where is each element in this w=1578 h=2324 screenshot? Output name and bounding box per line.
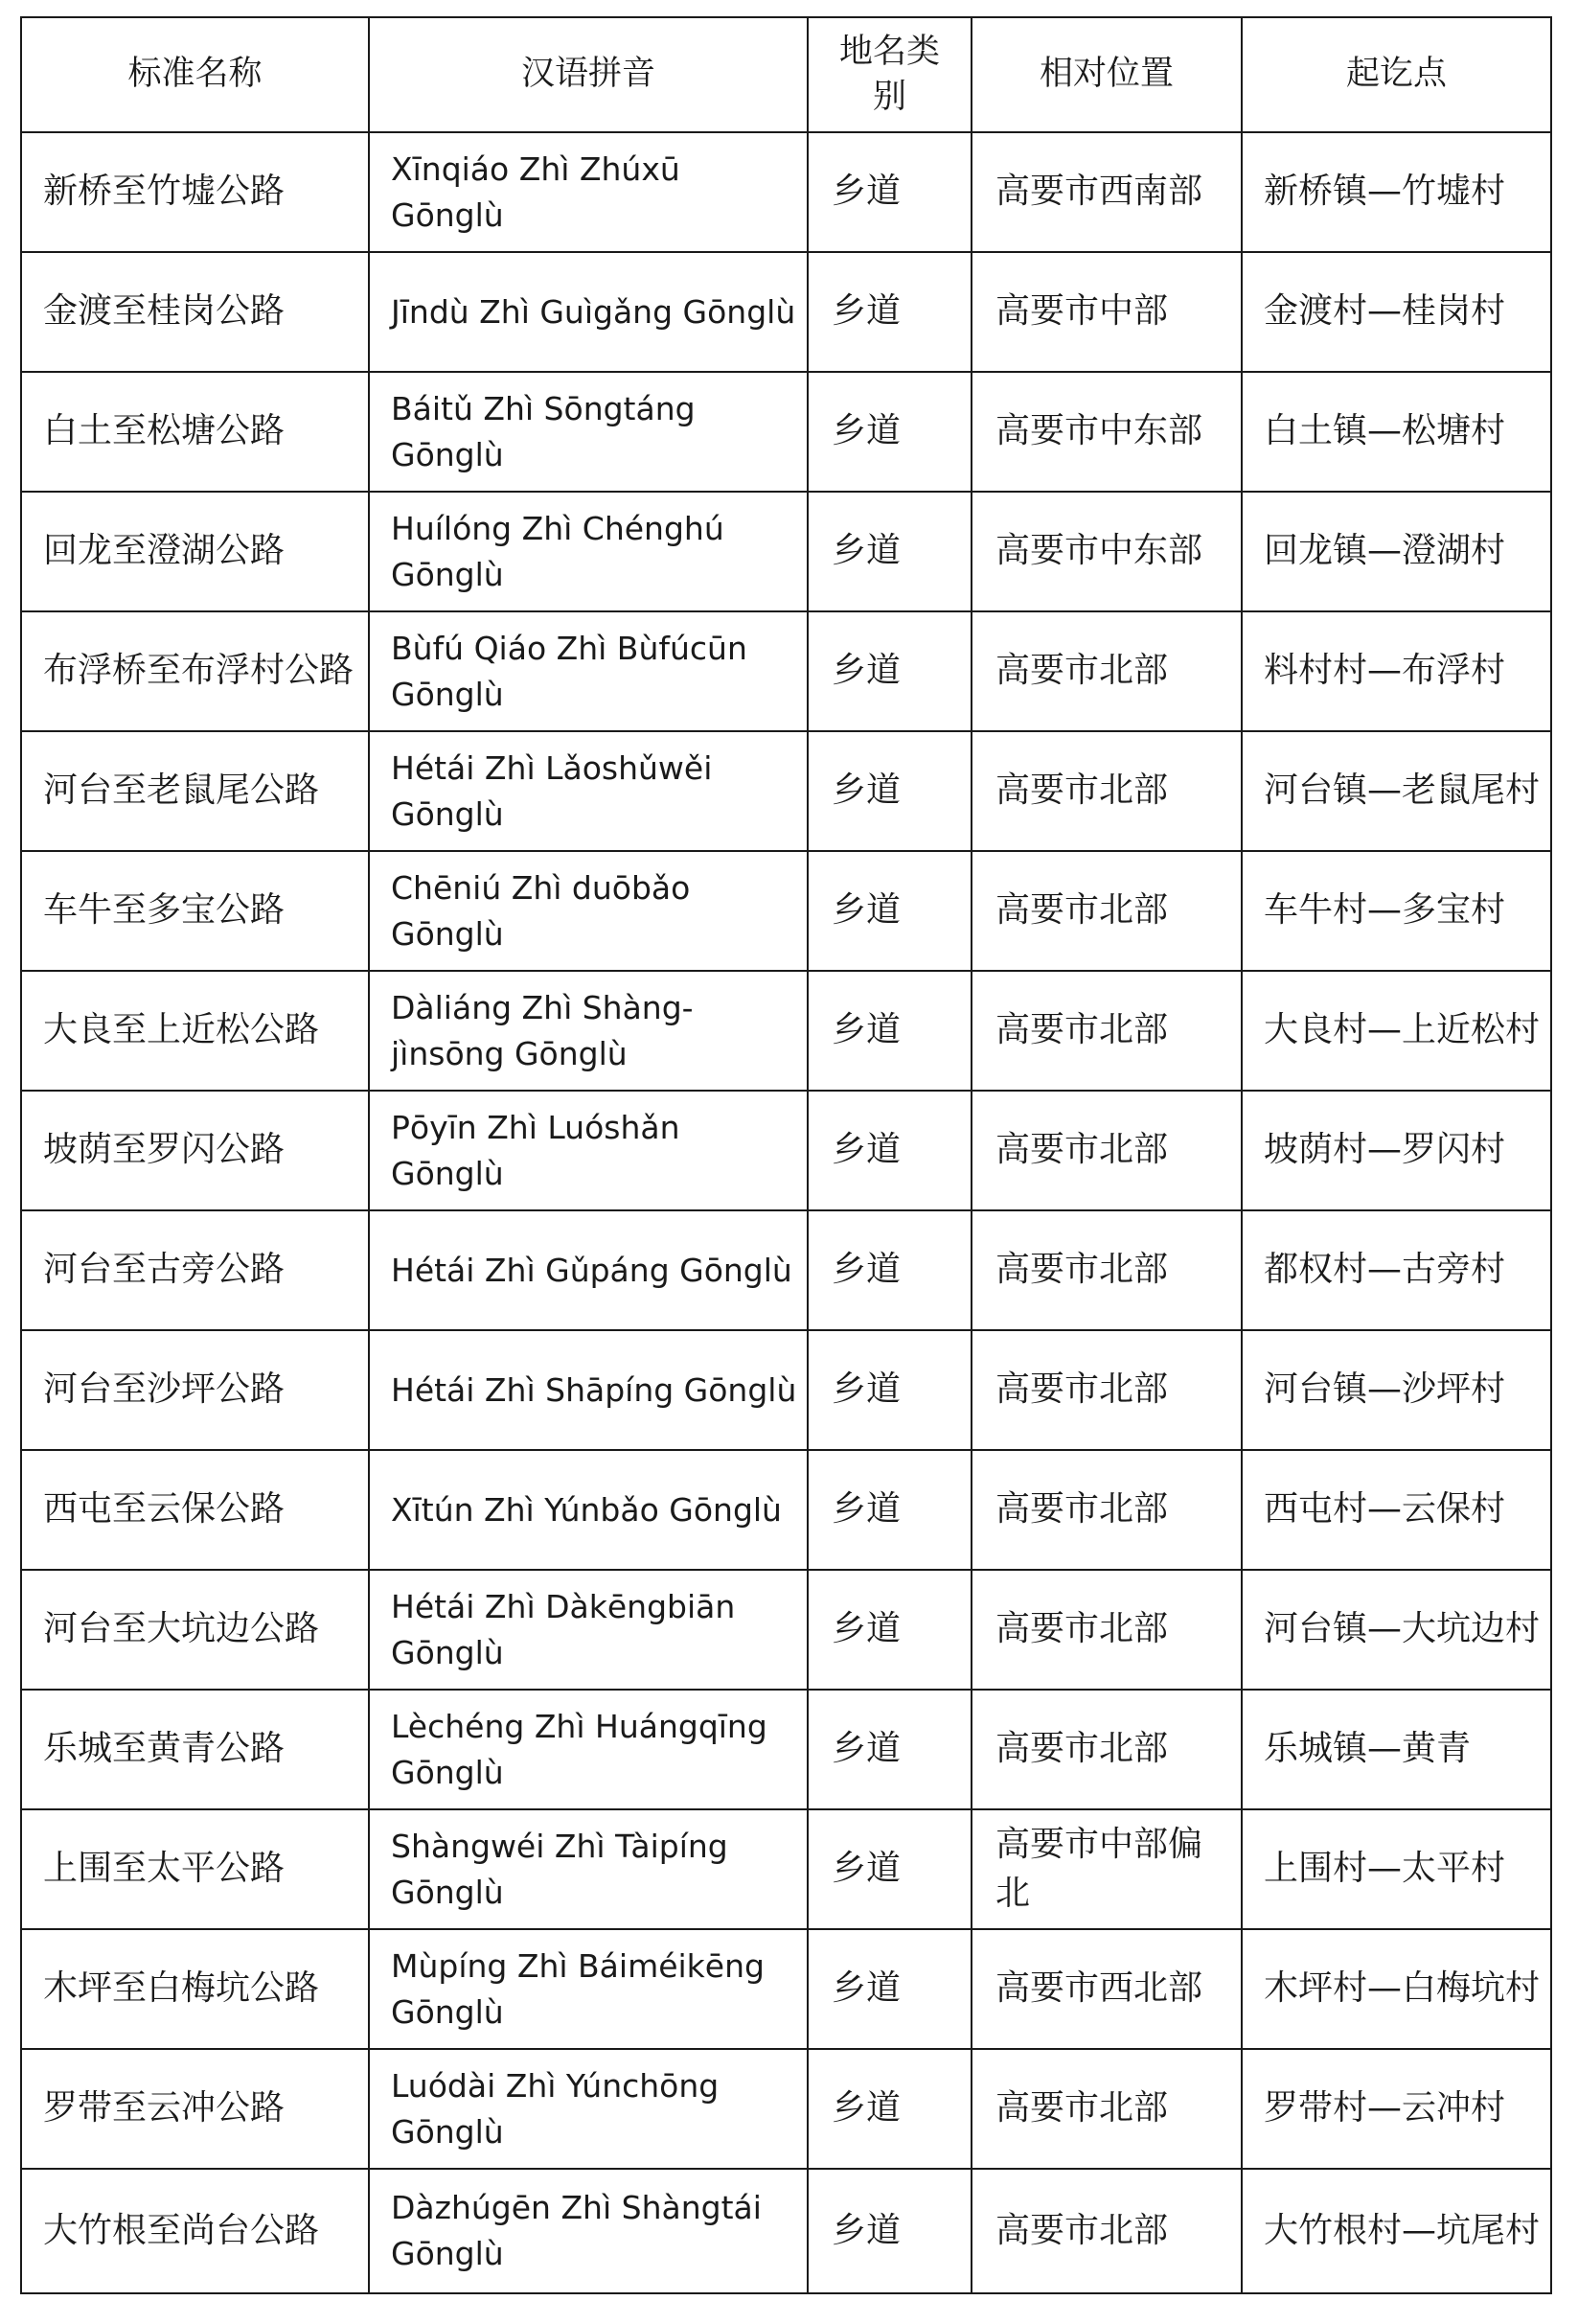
cell-relative-position: 高要市北部	[972, 1450, 1242, 1570]
cell-place-type: 乡道	[808, 2049, 972, 2169]
header-place-type-text: 地名类别	[838, 32, 940, 116]
cell-relative-position: 高要市北部	[972, 611, 1242, 731]
cell-pinyin: Lèchéng Zhì Huángqīng Gōnglù	[369, 1690, 808, 1809]
cell-place-type: 乡道	[808, 1330, 972, 1450]
cell-start-end: 都权村—古旁村	[1242, 1210, 1551, 1330]
cell-pinyin: Mùpíng Zhì Báiméikēng Gōnglù	[369, 1929, 808, 2049]
cell-place-type: 乡道	[808, 1809, 972, 1929]
table-row	[21, 2169, 1551, 2293]
cell-pinyin: Jīndù Zhì Guìgǎng Gōnglù	[369, 252, 808, 372]
cell-place-type: 乡道	[808, 372, 972, 492]
cell-start-end: 车牛村—多宝村	[1242, 851, 1551, 971]
cell-standard-name: 布浮桥至布浮村公路	[21, 611, 369, 731]
cell-relative-position: 高要市中部	[972, 252, 1242, 372]
cell-place-type: 乡道	[808, 132, 972, 252]
table-row	[21, 372, 1551, 492]
cell-standard-name: 罗带至云冲公路	[21, 2049, 369, 2169]
cell-place-type: 乡道	[808, 851, 972, 971]
cell-standard-name: 乐城至黄青公路	[21, 1690, 369, 1809]
cell-standard-name: 木坪至白梅坑公路	[21, 1929, 369, 2049]
gazetteer-table	[20, 16, 1552, 2294]
cell-standard-name: 车牛至多宝公路	[21, 851, 369, 971]
cell-standard-name: 大良至上近松公路	[21, 971, 369, 1091]
cell-pinyin: Báitǔ Zhì Sōngtáng Gōnglù	[369, 372, 808, 492]
header-start-end: 起讫点	[1242, 17, 1551, 132]
cell-place-type: 乡道	[808, 2169, 972, 2293]
cell-relative-position: 高要市北部	[972, 2049, 1242, 2169]
cell-place-type: 乡道	[808, 252, 972, 372]
cell-pinyin: Hétái Zhì Gǔpáng Gōnglù	[369, 1210, 808, 1330]
cell-place-type: 乡道	[808, 971, 972, 1091]
table-row	[21, 132, 1551, 252]
cell-place-type: 乡道	[808, 1570, 972, 1690]
cell-start-end: 河台镇—大坑边村	[1242, 1570, 1551, 1690]
cell-place-type: 乡道	[808, 1210, 972, 1330]
header-relative-position: 相对位置	[972, 17, 1242, 132]
cell-start-end: 河台镇—沙坪村	[1242, 1330, 1551, 1450]
cell-relative-position: 高要市北部	[972, 851, 1242, 971]
cell-pinyin: Dàliáng Zhì Shàng-jìnsōng Gōnglù	[369, 971, 808, 1091]
cell-start-end: 乐城镇—黄青	[1242, 1690, 1551, 1809]
cell-place-type: 乡道	[808, 492, 972, 611]
cell-relative-position: 高要市北部	[972, 971, 1242, 1091]
table-row	[21, 252, 1551, 372]
cell-start-end: 白土镇—松塘村	[1242, 372, 1551, 492]
table-row	[21, 1929, 1551, 2049]
header-place-type	[808, 17, 972, 132]
cell-start-end: 罗带村—云冲村	[1242, 2049, 1551, 2169]
header-standard-name: 标准名称	[21, 17, 369, 132]
cell-relative-position: 高要市北部	[972, 1330, 1242, 1450]
cell-place-type: 乡道	[808, 611, 972, 731]
cell-start-end: 木坪村—白梅坑村	[1242, 1929, 1551, 2049]
cell-pinyin: Hétái Zhì Lǎoshǔwěi Gōnglù	[369, 731, 808, 851]
table-row	[21, 2049, 1551, 2169]
cell-start-end: 金渡村—桂岗村	[1242, 252, 1551, 372]
cell-pinyin: Chēniú Zhì duōbǎo Gōnglù	[369, 851, 808, 971]
cell-start-end: 大良村—上近松村	[1242, 971, 1551, 1091]
cell-standard-name: 金渡至桂岗公路	[21, 252, 369, 372]
cell-standard-name: 河台至老鼠尾公路	[21, 731, 369, 851]
cell-relative-position: 高要市西北部	[972, 1929, 1242, 2049]
table-row	[21, 1690, 1551, 1809]
cell-pinyin: Xītún Zhì Yúnbǎo Gōnglù	[369, 1450, 808, 1570]
cell-relative-position: 高要市北部	[972, 1210, 1242, 1330]
cell-start-end: 河台镇—老鼠尾村	[1242, 731, 1551, 851]
cell-standard-name: 新桥至竹墟公路	[21, 132, 369, 252]
table-row	[21, 611, 1551, 731]
header-row	[21, 17, 1551, 132]
table-row	[21, 731, 1551, 851]
table-row	[21, 1450, 1551, 1570]
table-row	[21, 492, 1551, 611]
cell-place-type: 乡道	[808, 731, 972, 851]
table-header	[21, 17, 1551, 132]
cell-pinyin: Luódài Zhì Yúnchōng Gōnglù	[369, 2049, 808, 2169]
cell-relative-position: 高要市北部	[972, 1690, 1242, 1809]
table-body	[21, 132, 1551, 2293]
table-row	[21, 971, 1551, 1091]
cell-place-type: 乡道	[808, 1929, 972, 2049]
cell-pinyin: Hétái Zhì Dàkēngbiān Gōnglù	[369, 1570, 808, 1690]
cell-start-end: 西屯村—云保村	[1242, 1450, 1551, 1570]
table-row	[21, 1330, 1551, 1450]
cell-standard-name: 西屯至云保公路	[21, 1450, 369, 1570]
cell-standard-name: 白土至松塘公路	[21, 372, 369, 492]
cell-pinyin: Shàngwéi Zhì Tàipíng Gōnglù	[369, 1809, 808, 1929]
cell-place-type: 乡道	[808, 1091, 972, 1210]
cell-start-end: 上围村—太平村	[1242, 1809, 1551, 1929]
cell-pinyin: Pōyīn Zhì Luóshǎn Gōnglù	[369, 1091, 808, 1210]
cell-standard-name: 河台至大坑边公路	[21, 1570, 369, 1690]
cell-start-end: 回龙镇—澄湖村	[1242, 492, 1551, 611]
cell-pinyin: Hétái Zhì Shāpíng Gōnglù	[369, 1330, 808, 1450]
cell-standard-name: 河台至沙坪公路	[21, 1330, 369, 1450]
cell-start-end: 料村村—布浮村	[1242, 611, 1551, 731]
cell-place-type: 乡道	[808, 1690, 972, 1809]
cell-relative-position: 高要市中东部	[972, 372, 1242, 492]
cell-start-end: 大竹根村—坑尾村	[1242, 2169, 1551, 2293]
cell-relative-position: 高要市中东部	[972, 492, 1242, 611]
header-pinyin: 汉语拼音	[369, 17, 808, 132]
cell-start-end: 新桥镇—竹墟村	[1242, 132, 1551, 252]
table-row	[21, 851, 1551, 971]
cell-pinyin: Dàzhúgēn Zhì Shàngtái Gōnglù	[369, 2169, 808, 2293]
cell-start-end: 坡荫村—罗闪村	[1242, 1091, 1551, 1210]
cell-relative-position: 高要市北部	[972, 2169, 1242, 2293]
cell-standard-name: 坡荫至罗闪公路	[21, 1091, 369, 1210]
cell-relative-position: 高要市西南部	[972, 132, 1242, 252]
cell-pinyin: Xīnqiáo Zhì Zhúxū Gōnglù	[369, 132, 808, 252]
cell-place-type: 乡道	[808, 1450, 972, 1570]
cell-relative-position: 高要市中部偏北	[972, 1809, 1242, 1929]
table-row	[21, 1210, 1551, 1330]
cell-standard-name: 大竹根至尚台公路	[21, 2169, 369, 2293]
cell-relative-position: 高要市北部	[972, 1570, 1242, 1690]
cell-standard-name: 河台至古旁公路	[21, 1210, 369, 1330]
table-row	[21, 1570, 1551, 1690]
cell-relative-position: 高要市北部	[972, 1091, 1242, 1210]
cell-pinyin: Huílóng Zhì Chénghú Gōnglù	[369, 492, 808, 611]
cell-relative-position: 高要市北部	[972, 731, 1242, 851]
cell-standard-name: 回龙至澄湖公路	[21, 492, 369, 611]
cell-pinyin: Bùfú Qiáo Zhì Bùfúcūn Gōnglù	[369, 611, 808, 731]
cell-standard-name: 上围至太平公路	[21, 1809, 369, 1929]
table-row	[21, 1091, 1551, 1210]
table-row	[21, 1809, 1551, 1929]
